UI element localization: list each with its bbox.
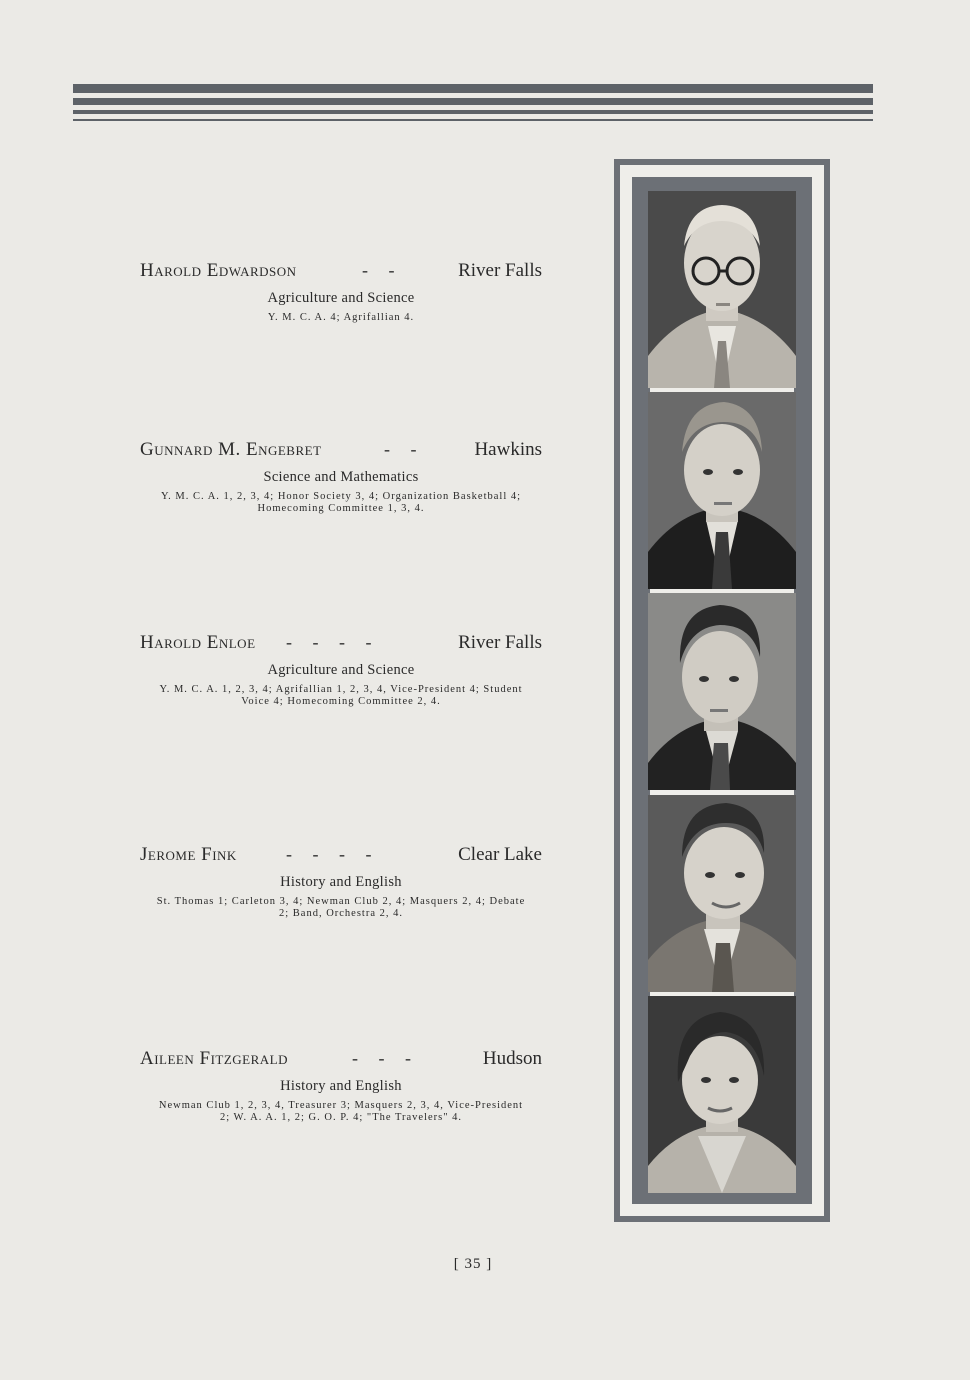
- page-number: [ 35 ]: [453, 1256, 493, 1272]
- portrait-photo: [648, 795, 796, 992]
- student-entry: [140, 632, 542, 708]
- separator-dashes: - -: [362, 260, 395, 280]
- student-entry: [140, 439, 542, 515]
- portrait-photo: [648, 593, 796, 790]
- header-rule: [73, 98, 873, 105]
- student-name: Harold Edwardson: [140, 260, 297, 281]
- student-course: Agriculture and Science: [267, 662, 415, 678]
- student-hometown: Hawkins: [474, 439, 542, 460]
- student-hometown: River Falls: [458, 632, 542, 653]
- student-name: Gunnard M. Engebret: [140, 439, 322, 460]
- student-hometown: River Falls: [458, 260, 542, 281]
- student-entry: [140, 844, 542, 920]
- separator-dashes: - - -: [352, 1048, 411, 1068]
- header-rule: [73, 110, 873, 114]
- entry-headline: [140, 632, 542, 658]
- entry-headline: [140, 439, 542, 465]
- student-name: Jerome Fink: [140, 844, 237, 865]
- separator-dashes: - - - -: [286, 844, 372, 864]
- separator-dashes: - - - -: [286, 632, 372, 652]
- student-course: History and English: [280, 1078, 402, 1094]
- student-name: Aileen Fitzgerald: [140, 1048, 289, 1069]
- entry-headline: [140, 844, 542, 870]
- student-activities: Newman Club 1, 2, 3, 4, Treasurer 3; Masquers 2, 3, 4, Vice-President 2; W. A. A. 1, 2; G. O. P. 4; "The Travelers" 4.: [158, 1100, 524, 1123]
- student-activities: Y. M. C. A. 1, 2, 3, 4; Honor Society 3, 4; Organization Basketball 4; Homecoming Committee 1, 3, 4.: [160, 491, 522, 514]
- header-rule: [73, 119, 873, 121]
- portrait-photo: [648, 191, 796, 388]
- entry-headline: [140, 260, 542, 286]
- header-rule: [73, 84, 873, 93]
- student-entry: [140, 1048, 542, 1124]
- student-course: History and English: [280, 874, 402, 890]
- student-entry: [140, 260, 542, 324]
- student-hometown: Hudson: [482, 1048, 542, 1069]
- student-name: Harold Enloe: [140, 632, 256, 653]
- student-activities: St. Thomas 1; Carleton 3, 4; Newman Club 2, 4; Masquers 2, 4; Debate 2; Band, Orchestra 2, 4.: [156, 896, 526, 919]
- separator-dashes: - -: [384, 439, 417, 459]
- student-course: Agriculture and Science: [267, 290, 415, 306]
- entry-headline: [140, 1048, 542, 1074]
- student-activities: Y. M. C. A. 4; Agrifallian 4.: [267, 312, 415, 323]
- portrait-photo: [648, 996, 796, 1193]
- student-activities: Y. M. C. A. 1, 2, 3, 4; Agrifallian 1, 2, 3, 4, Vice-President 4; Student Voice 4; Homecoming Committee 2, 4.: [159, 684, 523, 707]
- portrait-photo: [648, 392, 796, 589]
- student-course: Science and Mathematics: [263, 469, 419, 485]
- student-hometown: Clear Lake: [458, 844, 542, 865]
